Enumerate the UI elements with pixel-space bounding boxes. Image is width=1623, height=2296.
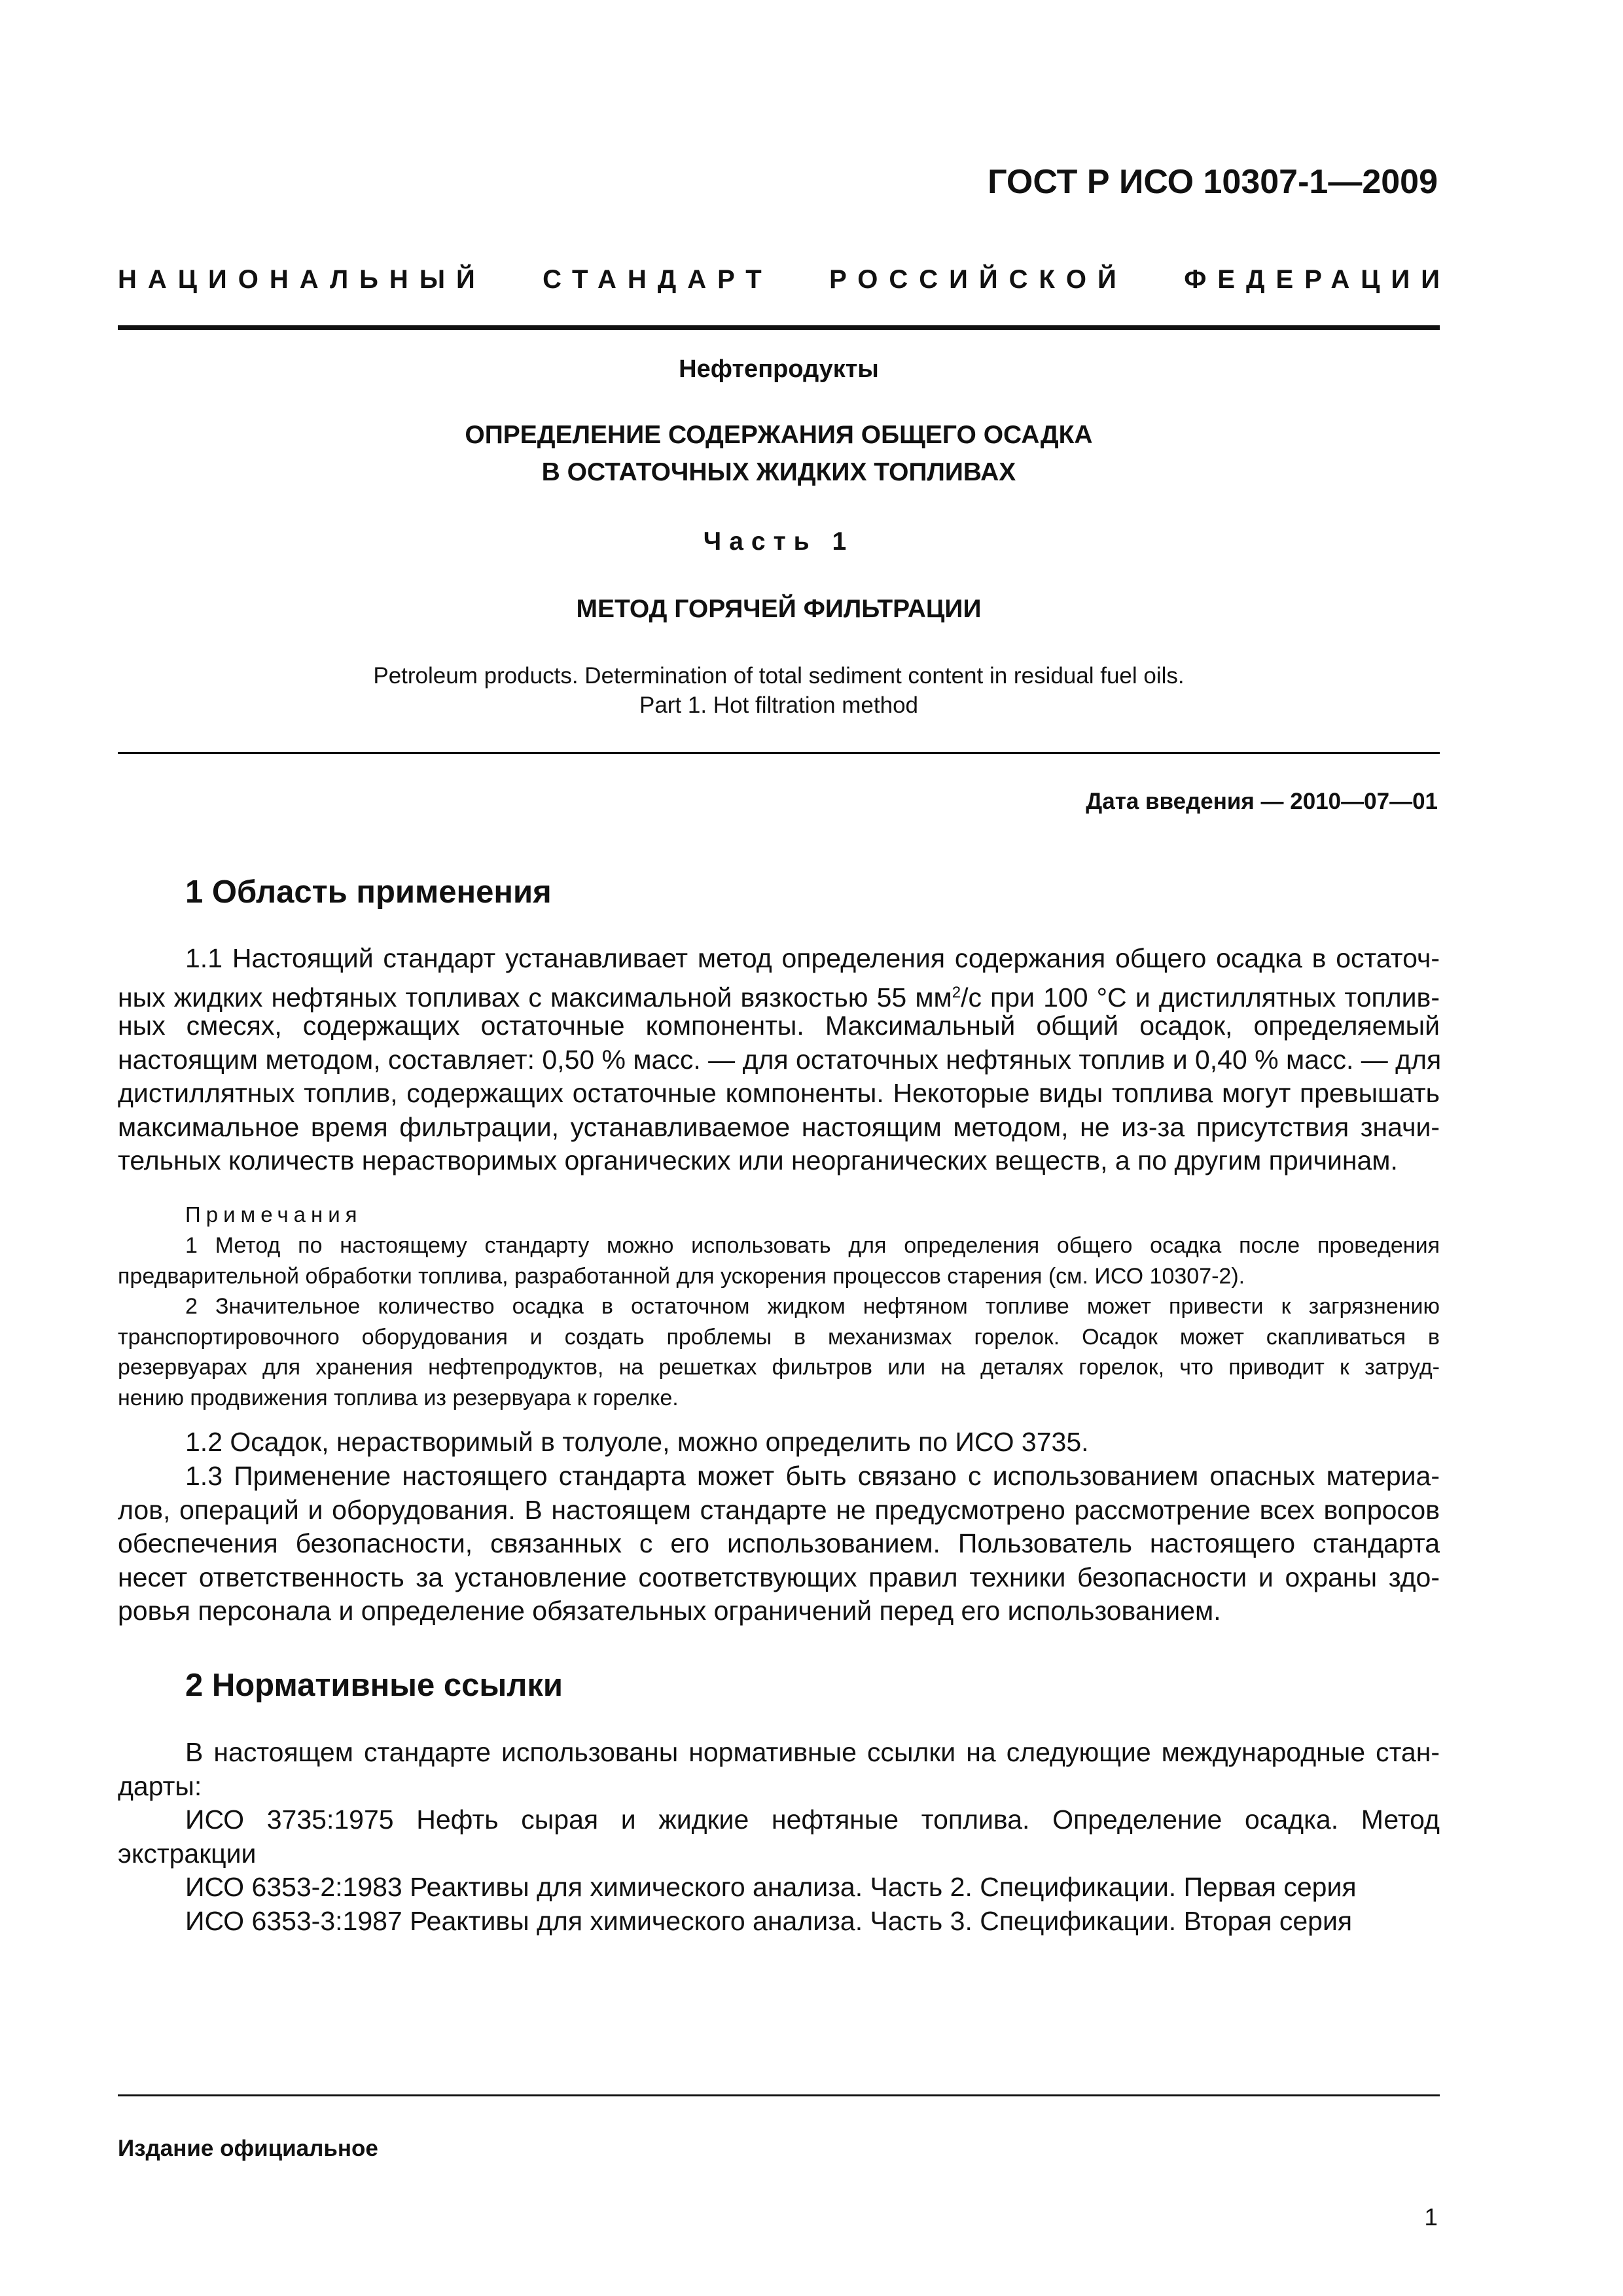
banner-word-2: СТАНДАРТ [543,265,773,294]
paragraph-line: ных жидких нефтяных топливах с максимальной вязкостью 55 $мм^2/с$ при 100 °С и дистиллятных топлив- [118,982,1440,1013]
paragraph-line: тельных количеств нерастворимых органических или неорганических веществ, а по другим причинам. [118,1145,1398,1175]
part-label: Часть 1 [703,528,855,556]
paragraph-line: лов, операций и оборудования. В настоящем стандарте не предусмотрено рассмотрение всех вопросов [118,1494,1440,1525]
paragraph-line: 1.2 Осадок, нерастворимый в толуоле, можно определить по ИСО 3735. [185,1427,1089,1457]
introduction-date: Дата введения — 2010—07—01 [1086,789,1438,814]
reference-line: ИСО 3735:1975 Нефть сырая и жидкие нефтяные топлива. Определение осадка. Метод [185,1804,1440,1835]
document-code: ГОСТ Р ИСО 10307-1—2009 [988,163,1438,201]
reference-line: экстракции [118,1838,257,1869]
paragraph-line: максимальное время фильтрации, устанавливаемое настоящим методом, не из-за присутствия значи- [118,1111,1440,1142]
paragraph-1-3 [118,1460,1440,1628]
footer-divider [118,2094,1440,2096]
paragraph-line: настоящим методом, составляет: 0,50 % масс. — для остаточных нефтяных топлив и 0,40 % масс. — для [118,1044,1442,1075]
reference-line: ИСО 6353-3:1987 Реактивы для химического анализа. Часть 3. Спецификации. Вторая серия [185,1905,1353,1936]
paragraph-line: несет ответственность за установление соответствующих правил техники безопасности и охраны здо- [118,1562,1440,1592]
paragraph-line: 1.1 Настоящий стандарт устанавливает метод определения содержания общего осадка в остаточ- [185,943,1440,973]
header-divider [118,325,1440,330]
paragraph-1-1 [118,942,1440,1178]
paragraph-line: В настоящем стандарте использованы нормативные ссылки на следующие международные стан- [185,1737,1440,1767]
subject-title: Нефтепродукты [679,355,879,383]
superscript: 2 [952,983,961,1001]
notes-block [118,1230,1440,1413]
english-title-line-2: Part 1. Hot filtration method [639,692,919,718]
notes-label: Примечания [185,1202,363,1227]
banner-word-1: НАЦИОНАЛЬНЫЙ [118,265,486,294]
document-title-line-2: В ОСТАТОЧНЫХ ЖИДКИХ ТОПЛИВАХ [541,458,1016,486]
section-2-body [118,1736,1440,1938]
english-title-line-1: Petroleum products. Determination of total sediment content in residual fuel oils. [373,663,1185,689]
national-standard-banner [118,265,1451,295]
banner-word-4: ФЕДЕРАЦИИ [1184,265,1451,294]
title-divider [118,752,1440,754]
paragraph-line: 1.3 Применение настоящего стандарта может быть связано с использованием опасных материа- [185,1461,1440,1491]
paragraph-line: ровья персонала и определение обязательных ограничений перед его использованием. [118,1596,1221,1626]
document-title-line-1: ОПРЕДЕЛЕНИЕ СОДЕРЖАНИЯ ОБЩЕГО ОСАДКА [465,421,1093,449]
section-2-heading: 2 Нормативные ссылки [185,1668,563,1703]
note-line: 1 Метод по настоящему стандарту можно использовать для определения общего осадка после проведения [185,1233,1440,1258]
edition-label: Издание официальное [118,2136,378,2161]
paragraph-line: ных смесях, содержащих остаточные компоненты. Максимальный общий осадок, определяемый [118,1011,1440,1041]
method-title: МЕТОД ГОРЯЧЕЙ ФИЛЬТРАЦИИ [576,595,982,623]
section-1-heading: 1 Область применения [185,874,552,910]
paragraph-line: дарты: [118,1770,202,1801]
note-line: резервуарах для хранения нефтепродуктов, на решетках фильтров или на деталях горелок, что приводит к затруд- [118,1355,1440,1380]
note-line: транспортировочного оборудования и создать проблемы в механизмах горелок. Осадок может скапливаться в [118,1324,1440,1350]
paragraph-1-2 [118,1426,1440,1460]
reference-line: ИСО 6353-2:1983 Реактивы для химического анализа. Часть 2. Спецификации. Первая серия [185,1872,1357,1902]
note-line: нению продвижения топлива из резервуара к горелке. [118,1385,679,1410]
paragraph-line: обеспечения безопасности, связанных с его использованием. Пользователь настоящего стандарта [118,1528,1440,1558]
note-line: предварительной обработки топлива, разработанной для ускорения процессов старения (см. ИСО 10307-2). [118,1263,1245,1289]
note-line: 2 Значительное количество осадка в остаточном жидком нефтяном топливе может привести к загрязнению [185,1294,1440,1319]
page-number: 1 [1424,2204,1438,2231]
paragraph-line: дистиллятных топлив, содержащих остаточные компоненты. Некоторые виды топлива могут превышать [118,1078,1440,1108]
banner-word-3: РОССИЙСКОЙ [829,265,1128,294]
